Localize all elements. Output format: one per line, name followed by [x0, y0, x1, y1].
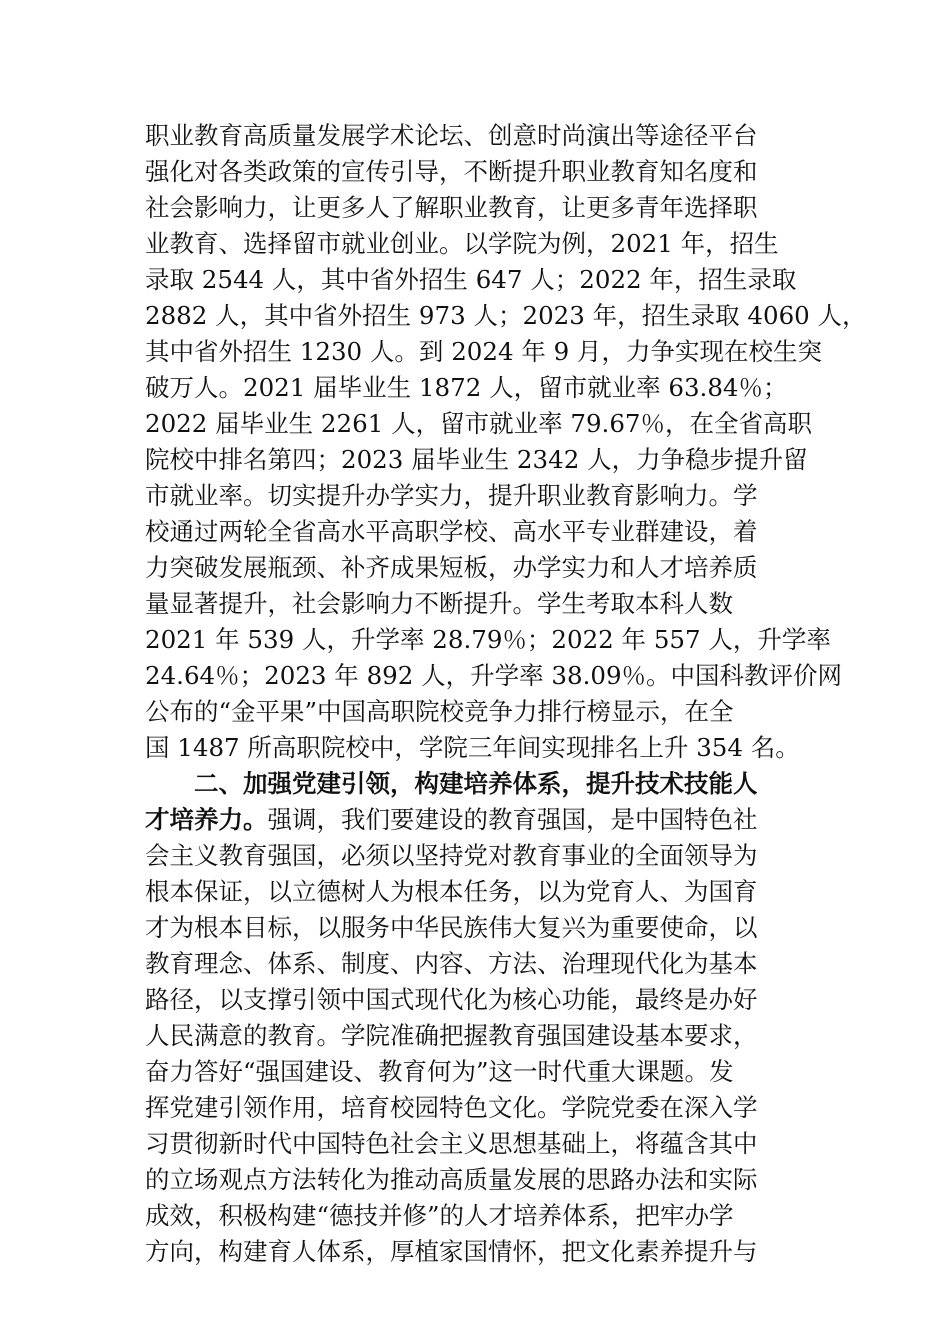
text-line: 2882 人，其中省外招生 973 人；2023 年，招生录取 4060 人， [145, 301, 867, 330]
text-line: 职业教育高质量发展学术论坛、创意时尚演出等途径平台 [145, 121, 758, 150]
text-line: 挥党建引领作用，培育校园特色文化。学院党委在深入学 [145, 1093, 758, 1122]
text-line: 教育理念、体系、制度、内容、方法、治理现代化为基本 [145, 949, 758, 978]
text-line: 其中省外招生 1230 人。到 2024 年 9 月，力争实现在校生突 [145, 337, 823, 366]
text-line: 公布的“金平果”中国高职院校竞争力排行榜显示，在全 [145, 697, 734, 726]
text-line: 录取 2544 人，其中省外招生 647 人；2022 年，招生录取 [145, 265, 797, 294]
text-line: 力突破发展瓶颈、补齐成果短板，办学实力和人才培养质 [145, 553, 758, 582]
text-line: 院校中排名第四；2023 届毕业生 2342 人，力争稳步提升留 [145, 445, 808, 474]
text-line: 量显著提升，社会影响力不断提升。学生考取本科人数 [145, 589, 733, 618]
text-line: 习贯彻新时代中国特色社会主义思想基础上，将蕴含其中 [145, 1129, 758, 1158]
text-line: 业教育、选择留市就业创业。以学院为例，2021 年，招生 [145, 229, 779, 258]
text-line: 根本保证，以立德树人为根本任务，以为党育人、为国育 [145, 877, 758, 906]
text-line: 强化对各类政策的宣传引导，不断提升职业教育知名度和 [145, 157, 758, 186]
text-line: 成效，积极构建“德技并修”的人才培养体系，把牢办学 [145, 1201, 734, 1230]
text-line: 的立场观点方法转化为推动高质量发展的思路办法和实际 [145, 1165, 758, 1194]
text-line: 市就业率。切实提升办学实力，提升职业教育影响力。学 [145, 481, 758, 510]
text-line: 2021 年 539 人，升学率 28.79％；2022 年 557 人，升学率 [145, 625, 831, 654]
section-heading: 二、加强党建引领，构建培养体系，提升技术技能人 [194, 769, 758, 798]
text-line [145, 802, 758, 838]
text-line: 才为根本目标，以服务中华民族伟大复兴为重要使命，以 [145, 913, 758, 942]
text-line: 校通过两轮全省高水平高职学校、高水平专业群建设，着 [145, 517, 758, 546]
text-line-rest: 强调，我们要建设的教育强国，是中国特色社 [267, 805, 758, 834]
text-line: 奋力答好“强国建设、教育何为”这一时代重大课题。发 [145, 1057, 734, 1086]
text-line: 会主义教育强国，必须以坚持党对教育事业的全面领导为 [145, 841, 758, 870]
text-line: 社会影响力，让更多人了解职业教育，让更多青年选择职 [145, 193, 758, 222]
section-heading-end: 才培养力。 [145, 805, 268, 834]
text-line: 方向，构建育人体系，厚植家国情怀，把文化素养提升与 [145, 1237, 758, 1266]
text-line: 破万人。2021 届毕业生 1872 人，留市就业率 63.84％； [145, 373, 788, 402]
text-line: 人民满意的教育。学院准确把握教育强国建设基本要求， [145, 1021, 758, 1050]
text-line: 24.64％；2023 年 892 人，升学率 38.09％。中国科教评价网 [145, 661, 843, 690]
text-line: 路径，以支撑引领中国式现代化为核心功能，最终是办好 [145, 985, 758, 1014]
text-line: 国 1487 所高职院校中，学院三年间实现排名上升 354 名。 [145, 733, 800, 762]
text-line: 2022 届毕业生 2261 人，留市就业率 79.67％，在全省高职 [145, 409, 812, 438]
